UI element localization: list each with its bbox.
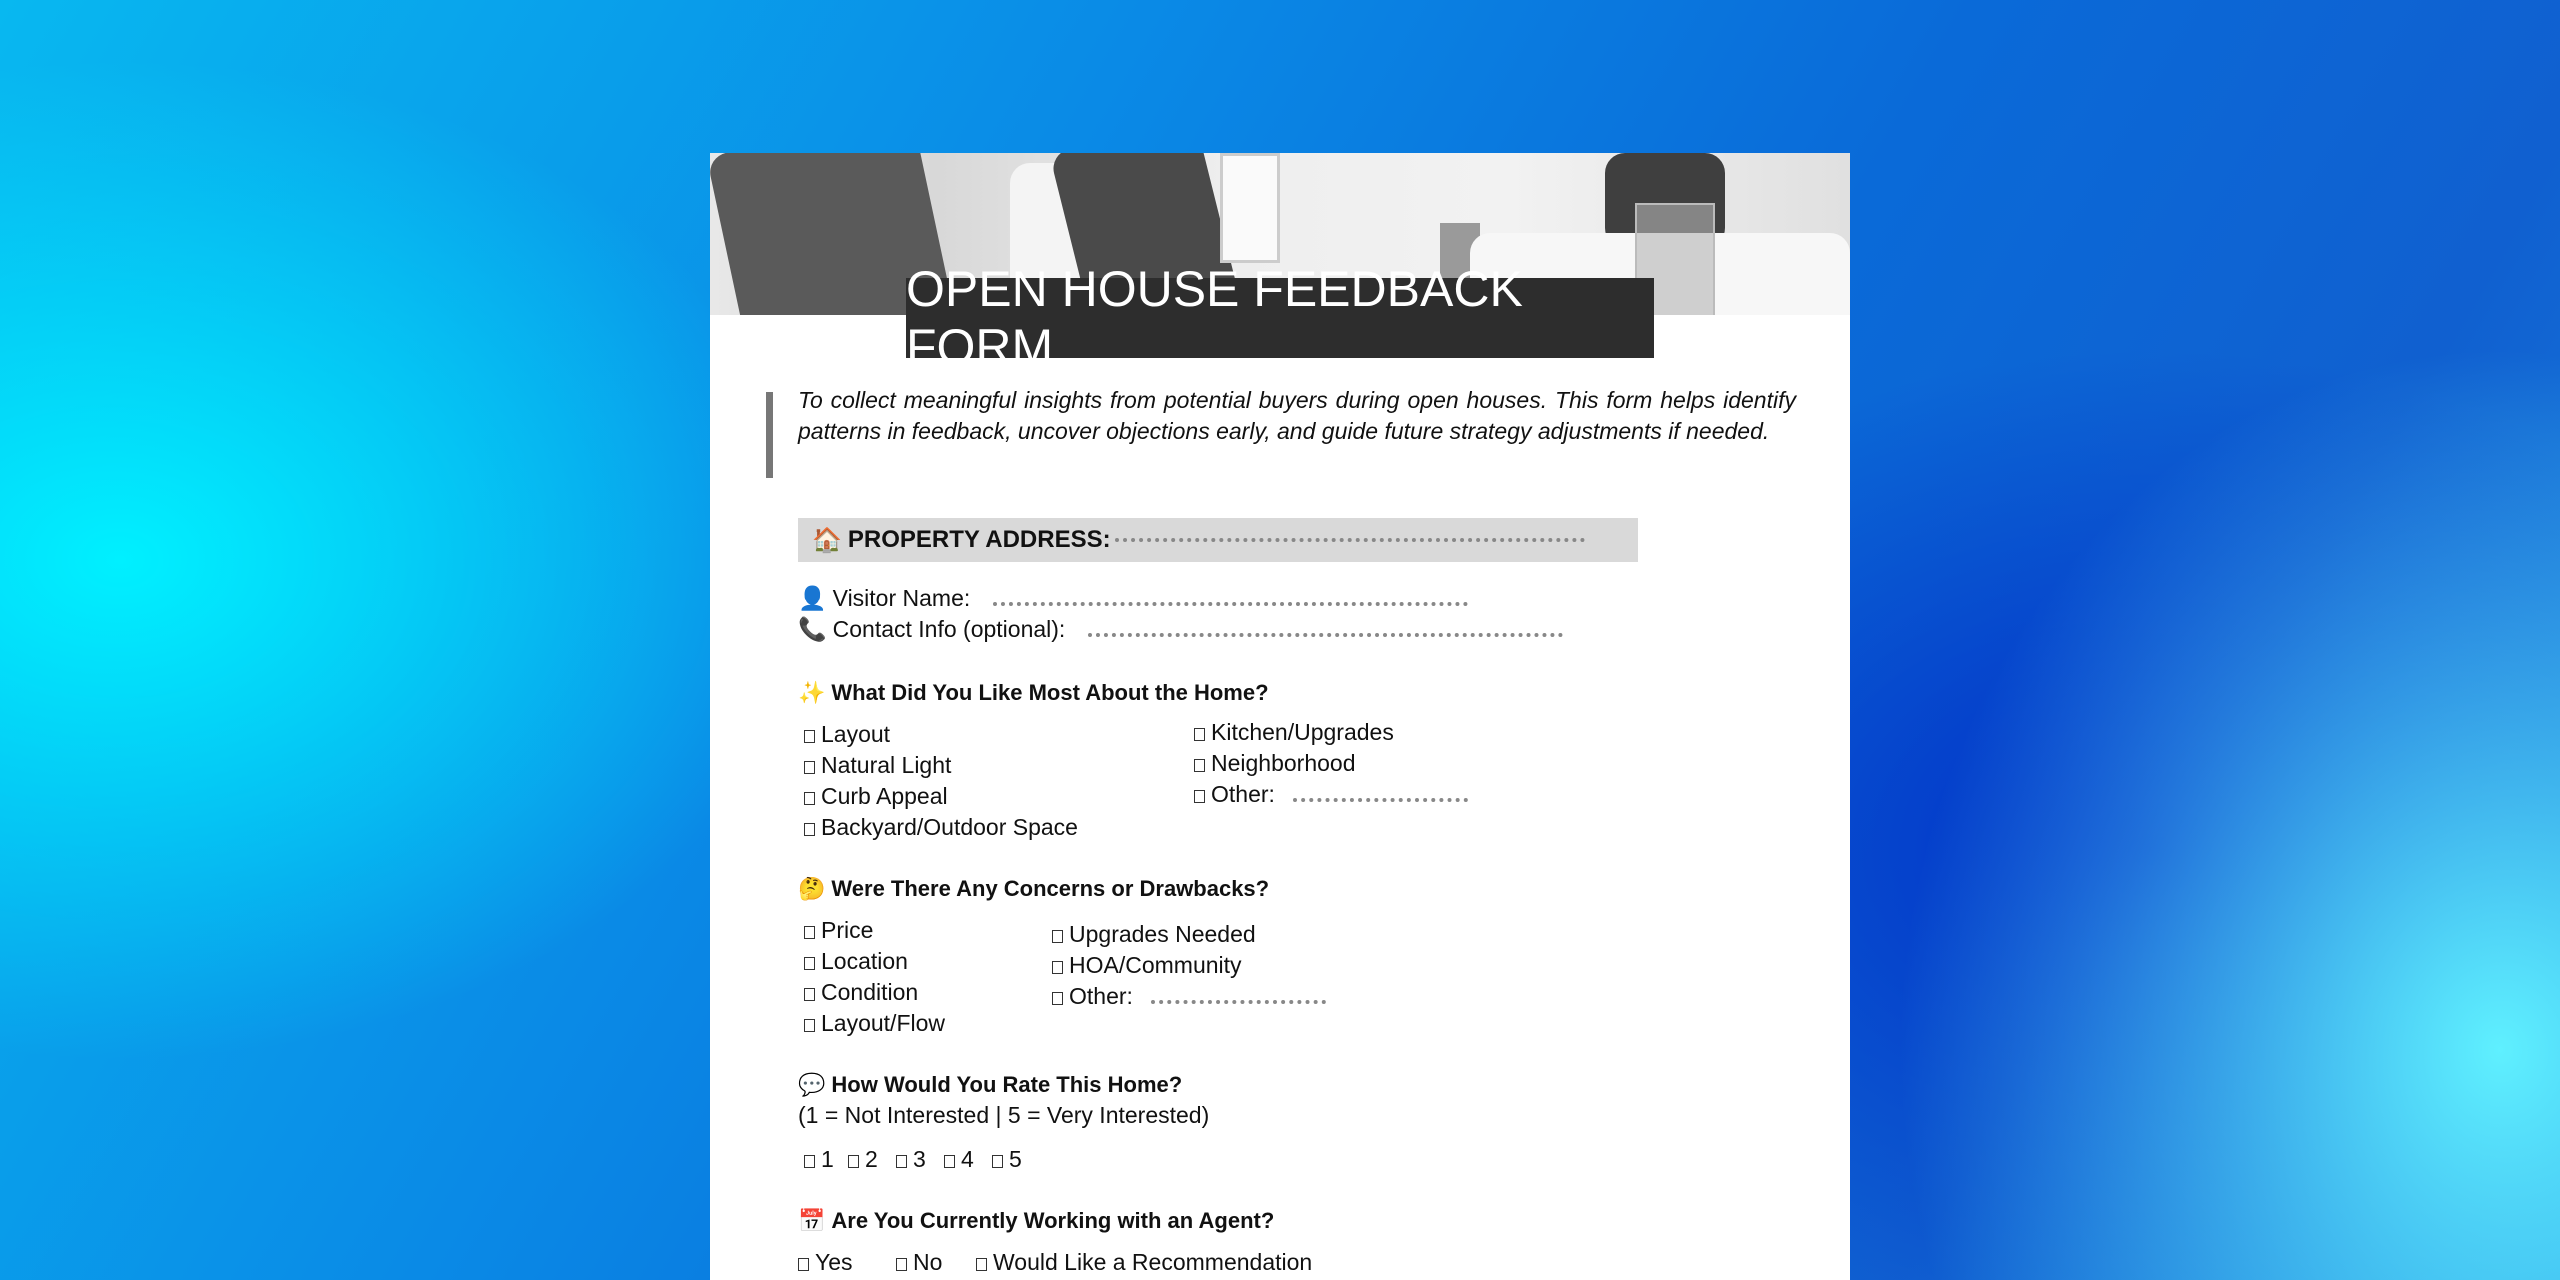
checkbox[interactable] (804, 1155, 815, 1168)
checkbox-label: Neighborhood (1211, 750, 1356, 776)
concern-option-other[interactable] (1052, 983, 1326, 1010)
calendar-icon: 📅 (798, 1208, 826, 1233)
concerns-heading: 🤔 Were There Any Concerns or Drawbacks? (798, 876, 1270, 901)
checkbox[interactable] (1194, 728, 1205, 741)
checkbox[interactable] (798, 1258, 809, 1271)
liked-option-backyard-outdoor-space[interactable] (804, 814, 1078, 841)
checkbox-label: Kitchen/Upgrades (1211, 719, 1394, 745)
checkbox-label: 3 (913, 1146, 926, 1172)
rating-option-1[interactable] (804, 1146, 834, 1173)
rating-option-2[interactable] (848, 1146, 878, 1173)
checkbox[interactable] (804, 988, 815, 1001)
checkbox[interactable] (848, 1155, 859, 1168)
liked-option-natural-light[interactable] (804, 752, 951, 779)
checkbox[interactable] (896, 1258, 907, 1271)
address-fill-line[interactable] (1115, 538, 1585, 542)
thinking-face-icon: 🤔 (798, 876, 826, 901)
checkbox[interactable] (1052, 961, 1063, 974)
sparkles-icon: ✨ (798, 680, 826, 705)
form-title: OPEN HOUSE FEEDBACK FORM (906, 261, 1523, 375)
rating-option-4[interactable] (944, 1146, 974, 1173)
checkbox-label: Layout/Flow (821, 1010, 946, 1036)
liked-option-kitchen-upgrades[interactable] (1194, 719, 1394, 746)
visitor-name-label: Visitor Name: (832, 585, 971, 611)
checkbox[interactable] (804, 823, 815, 836)
concern-option-location[interactable] (804, 948, 908, 975)
checkbox[interactable] (804, 1019, 815, 1032)
concern-option-layout-flow[interactable] (804, 1010, 945, 1037)
agent-heading: 📅 Are You Currently Working with an Agent? (798, 1208, 1275, 1233)
concern-option-price[interactable] (804, 917, 873, 944)
checkbox-label: 1 (821, 1146, 834, 1172)
checkbox[interactable] (976, 1258, 987, 1271)
liked-option-neighborhood[interactable] (1194, 750, 1356, 777)
checkbox-label: 4 (961, 1146, 974, 1172)
concern-option-hoa-community[interactable] (1052, 952, 1242, 979)
checkbox[interactable] (992, 1155, 1003, 1168)
liked-option-other[interactable] (1194, 781, 1468, 808)
checkbox-label: Other: (1069, 983, 1133, 1009)
visitor-name-field[interactable] (798, 585, 1468, 612)
checkbox[interactable] (944, 1155, 955, 1168)
checkbox-label: 2 (865, 1146, 878, 1172)
checkbox-label: No (913, 1249, 943, 1275)
agent-option-yes[interactable] (798, 1249, 853, 1276)
checkbox-label: Backyard/Outdoor Space (821, 814, 1078, 840)
checkbox-label: Yes (815, 1249, 853, 1275)
contact-info-line[interactable] (1088, 633, 1563, 637)
visitor-name-line[interactable] (993, 602, 1468, 606)
concern-option-upgrades-needed[interactable] (1052, 921, 1256, 948)
checkbox[interactable] (1052, 992, 1063, 1005)
rating-scale: (1 = Not Interested | 5 = Very Interested) (798, 1102, 1210, 1128)
checkbox-label: Would Like a Recommendation (993, 1249, 1313, 1275)
other-fill-line[interactable] (1151, 1000, 1326, 1004)
rating-option-5[interactable] (992, 1146, 1022, 1173)
liked-option-curb-appeal[interactable] (804, 783, 948, 810)
concern-option-condition[interactable] (804, 979, 918, 1006)
checkbox[interactable] (804, 730, 815, 743)
house-icon: 🏠 (812, 526, 842, 554)
person-icon: 👤 (798, 585, 827, 611)
checkbox-label: Curb Appeal (821, 783, 948, 809)
checkbox-label: Price (821, 917, 874, 943)
checkbox-label: Condition (821, 979, 919, 1005)
checkbox[interactable] (1194, 790, 1205, 803)
checkbox-label: 5 (1009, 1146, 1022, 1172)
quote-bar (766, 392, 773, 478)
checkbox[interactable] (804, 926, 815, 939)
rating-option-3[interactable] (896, 1146, 926, 1173)
checkbox[interactable] (896, 1155, 907, 1168)
checkbox-label: Natural Light (821, 752, 952, 778)
liked-option-layout[interactable] (804, 721, 890, 748)
checkbox[interactable] (804, 761, 815, 774)
agent-option-no[interactable] (896, 1249, 942, 1276)
phone-icon: 📞 (798, 616, 827, 642)
liked-heading: ✨ What Did You Like Most About the Home? (798, 680, 1269, 705)
checkbox[interactable] (1194, 759, 1205, 772)
title-banner (906, 261, 1654, 375)
feedback-form-page (710, 153, 1850, 1280)
property-address-field[interactable] (798, 518, 1638, 562)
agent-option-would-like-a-recommendation[interactable] (976, 1249, 1312, 1276)
checkbox-label: HOA/Community (1069, 952, 1242, 978)
intro-text: To collect meaningful insights from potential buyers during open houses. This form helps identify patterns in feedback, uncover objections early, and guide future strategy adjustments if needed. (798, 387, 1796, 444)
contact-info-label: Contact Info (optional): (832, 616, 1066, 642)
contact-info-field[interactable] (798, 616, 1563, 643)
checkbox-label: Location (821, 948, 908, 974)
speech-bubble-icon: 💬 (798, 1072, 826, 1097)
checkbox-label: Other: (1211, 781, 1275, 807)
checkbox-label: Layout (821, 721, 891, 747)
checkbox[interactable] (804, 792, 815, 805)
checkbox[interactable] (1052, 930, 1063, 943)
property-address-label: PROPERTY ADDRESS: (847, 526, 1111, 553)
other-fill-line[interactable] (1293, 798, 1468, 802)
checkbox[interactable] (804, 957, 815, 970)
rating-heading: 💬 How Would You Rate This Home? (798, 1072, 1183, 1097)
checkbox-label: Upgrades Needed (1069, 921, 1256, 947)
